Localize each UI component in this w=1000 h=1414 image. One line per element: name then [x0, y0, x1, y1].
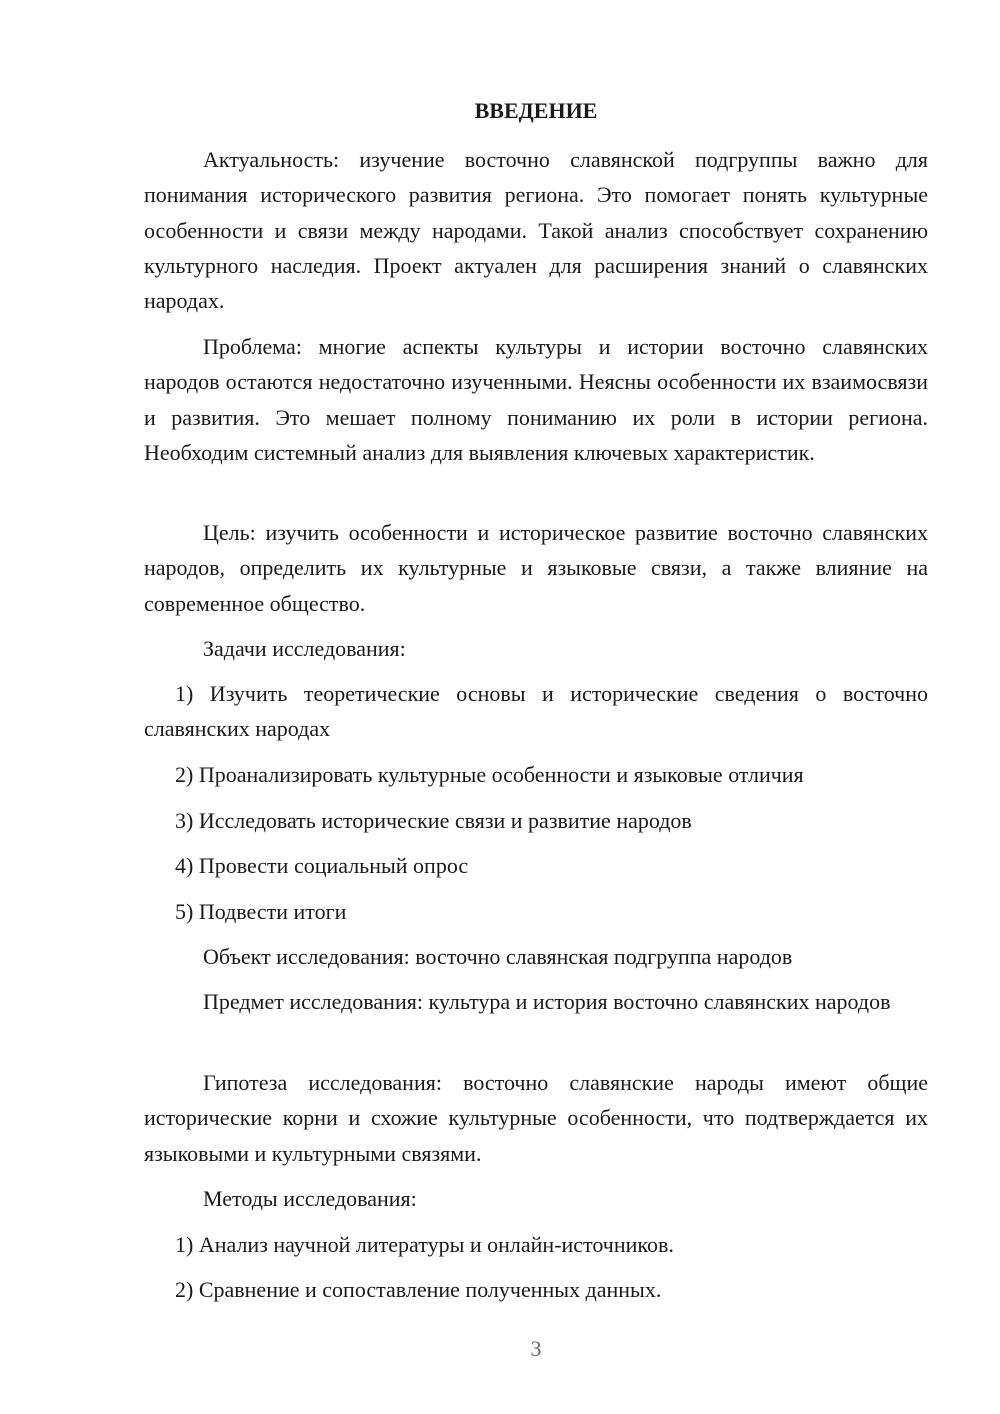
problem-paragraph: Проблема: многие аспекты культуры и истории восточно славянских народов остаются недостаточно изученными. Неясны особенности их взаимосвязи и развития. Это мешает полному пониманию их роли в истории региона. Необходим системный анализ для выявления ключевых характеристик.: [144, 334, 928, 465]
goal-paragraph: Цель: изучить особенности и историческое развитие восточно славянских народов, определить их культурные и языковые связи, а также влияние на современное общество.: [144, 520, 928, 616]
object-paragraph: Объект исследования: восточно славянская подгруппа народов: [203, 944, 793, 969]
task-item: 2) Проанализировать культурные особенности и языковые отличия: [175, 762, 804, 787]
section-heading: ВВЕДЕНИЕ: [474, 98, 598, 123]
method-item: 1) Анализ научной литературы и онлайн-источников.: [175, 1232, 674, 1257]
task-item: 5) Подвести итоги: [175, 899, 347, 924]
relevance-paragraph: Актуальность: изучение восточно славянской подгруппы важно для понимания исторического развития региона. Это помогает понять культурные особенности и связи между народами. Такой анализ способствует сохранению культурного наследия. Проект актуален для расширения знаний о славянских народах.: [144, 147, 928, 314]
page-number: 3: [530, 1336, 542, 1361]
subject-paragraph: Предмет исследования: культура и история восточно славянских народов: [203, 989, 891, 1014]
tasks-title: Задачи исследования:: [203, 636, 406, 661]
task-item: 4) Провести социальный опрос: [175, 853, 469, 878]
methods-title: Методы исследования:: [203, 1186, 417, 1211]
hypothesis-paragraph: Гипотеза исследования: восточно славянские народы имеют общие исторические корни и схожие культурные особенности, что подтверждается их языковыми и культурными связями.: [144, 1070, 928, 1166]
task-item: 1) Изучить теоретические основы и исторические сведения о восточно славянских народах: [144, 681, 928, 742]
task-item: 3) Исследовать исторические связи и развитие народов: [175, 808, 692, 833]
method-item: 2) Сравнение и сопоставление полученных данных.: [175, 1277, 662, 1302]
